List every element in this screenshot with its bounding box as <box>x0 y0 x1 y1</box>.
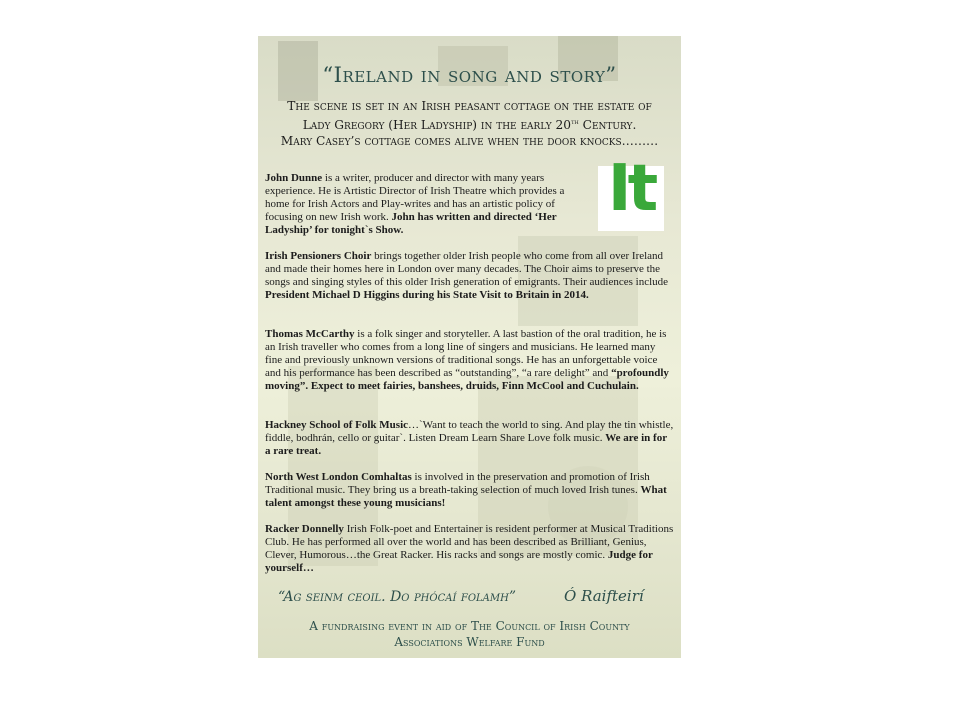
paragraph-thomas-mccarthy: Thomas McCarthy is a folk singer and storyteller. A last bastion of the oral tradition, he is an Irish traveller who comes from a long line of singers and musicians. He learned many fine and previously unknown versions of traditional songs. He has an unforgettable voice and his performance has been described as “outstanding”, “a rare delight” and “profoundly moving”. Expect to meet fairies, banshees, druids, Finn McCool and Cuchulain. <box>265 328 669 392</box>
event-poster <box>258 36 681 658</box>
footer-line-1: A fundraising event in aid of The Council of Irish County <box>309 619 630 633</box>
paragraph-pensioners-choir: Irish Pensioners Choir brings together older Irish people who come from all over Ireland and made their homes here in London over many decades. The Choir aims to preserve the songs and singing styles of this older Irish generation of emigrants. Their audiences include President Michael D Higgins during his State Visit to Britain in 2014. <box>265 250 669 301</box>
irish-theatre-logo <box>598 152 664 231</box>
intro-line-2: Lady Gregory (Her Ladyship) in the early 20th Century. <box>302 118 637 133</box>
irish-quote: “Ag seinm ceoil. Do phócaí folamh” <box>278 589 516 605</box>
quote-author: Ó Raifteirí <box>564 587 644 605</box>
poster-title: “Ireland in song and story” <box>322 63 617 87</box>
fundraising-footer <box>258 618 681 650</box>
paragraph-nw-london-comhaltas: North West London Comhaltas is involved in the preservation and promotion of Irish Traditional music. They bring us a breath-taking selection of much loved Irish tunes. What talent amongst these young musicians! <box>265 471 667 509</box>
paragraph-hackney-school: Hackney School of Folk Music…`Want to teach the world to sing. And play the tin whistle, fiddle, bodhrán, cello or guitar`. Listen Dream Learn Share Love folk music. We are in for a rare treat. <box>265 419 674 457</box>
logo-lettering: It <box>607 152 655 226</box>
intro-line-3: Mary Casey’s cottage comes alive when the door knocks……… <box>280 134 659 149</box>
intro-text <box>258 98 681 149</box>
paragraph-racker-donnelly: Racker Donnelly Irish Folk-poet and Entertainer is resident performer at Musical Traditions Club. He has performed all over the world and has been described as Brilliant, Genius, Clever, Humorous…the Great Racker. His racks and songs are mostly comic. Judge for yourself… <box>265 523 674 574</box>
footer-line-2: Associations Welfare Fund <box>394 635 545 649</box>
intro-line-1: The scene is set in an Irish peasant cottage on the estate of <box>287 99 652 113</box>
paragraph-john-dunne: John Dunne is a writer, producer and director with many years experience. He is Artistic Director of Irish Theatre which provides a home for Irish Actors and Play-writes and has an artistic policy of focusing on new Irish work. John has written and directed ‘Her Ladyship’ for tonight`s Show. <box>265 172 565 236</box>
